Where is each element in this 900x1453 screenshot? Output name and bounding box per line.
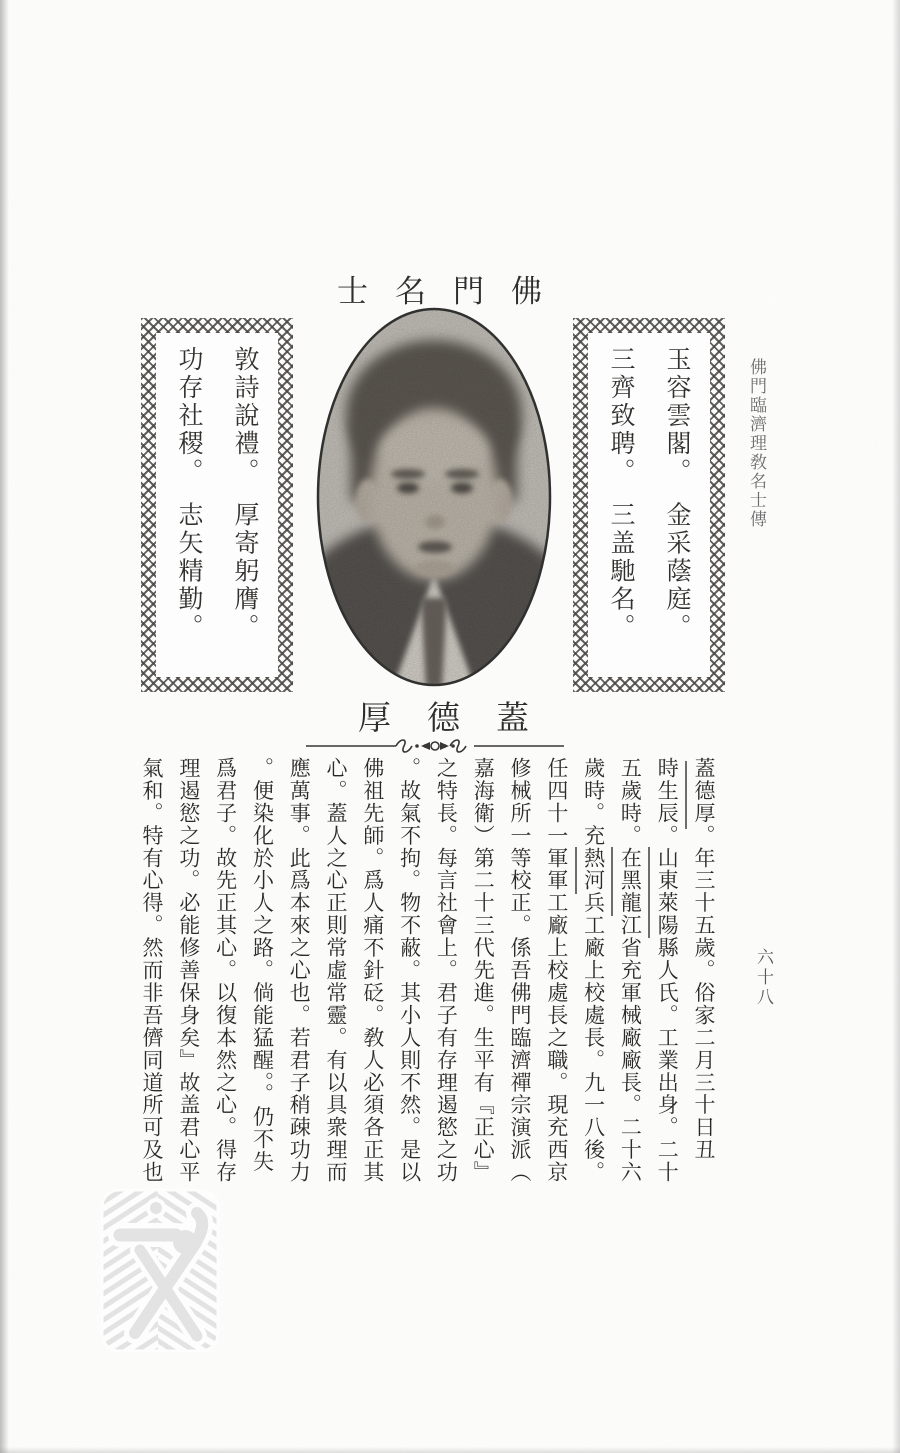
couplet-line: 敦詩說禮。 厚寄躬膺。 xyxy=(231,346,260,642)
text-column: 五歲時。在黑龍江省充軍械廠廠長。二十六 xyxy=(618,757,643,1184)
proper-noun-mark xyxy=(685,761,687,829)
text-column: 蓋德厚。年三十五歲。俗家二月三十日丑 xyxy=(692,757,716,1162)
text-column: 。便染化於小人之路。倘能猛醒。。仍不失 xyxy=(250,757,275,1174)
scan-edge-right xyxy=(892,0,900,1453)
text-column: 之特長。每言社會上。君子有存理遏慾之功 xyxy=(434,757,459,1184)
text-column: 爲君子。故先正其心。以復本然之心。得存 xyxy=(213,757,238,1184)
text-column: 任四十一軍軍工廠上校處長之職。現充西京 xyxy=(544,757,569,1184)
text-column: 理遏慾之功。必能修善保身矣』故盖君心平 xyxy=(176,757,201,1184)
text-column: 應萬事。此爲本來之心也。若君子稍疎功力 xyxy=(287,757,312,1184)
library-watermark xyxy=(100,1188,220,1357)
text-column: 氣和。特有心得。然而非吾儕同道所可及也 xyxy=(140,757,165,1184)
couplet-line: 功存社稷。 志矢精勤。 xyxy=(175,346,204,642)
portrait-photo-image xyxy=(315,306,553,688)
page-title: 士名門佛 xyxy=(337,274,569,310)
portrait-caption: 厚德蓋 xyxy=(358,698,565,737)
couplet-line: 玉容雲閣。 金采蔭庭。 xyxy=(663,346,692,642)
text-column: 時生辰。山東萊陽縣人氏。工業出身。二十 xyxy=(655,757,680,1184)
library-watermark-icon xyxy=(100,1188,220,1353)
text-column: 佛祖先師。爲人痛不針砭。敎人必須各正其 xyxy=(360,757,385,1184)
text-column: 歲時。充熱河兵工廠上校處長。九一八後。 xyxy=(581,757,606,1184)
proper-noun-mark xyxy=(575,847,577,894)
page-number: 六十八 xyxy=(753,948,773,1008)
portrait-photo xyxy=(315,306,553,688)
text-column: 嘉海衛）第二十三代先進。生平有『正心』 xyxy=(471,757,496,1184)
proper-noun-mark xyxy=(648,847,650,938)
biography-text-block xyxy=(133,757,722,1193)
text-column: 修械所一等校正。係吾佛門臨濟禪宗演派（ xyxy=(508,757,533,1184)
divider-ornament-icon xyxy=(306,736,564,756)
couplet-line: 三齊致聘。 三盖馳名。 xyxy=(607,346,636,642)
scan-edge-bottom xyxy=(0,1447,900,1453)
margin-series-title: 佛門臨濟理敎名士傳 xyxy=(746,358,766,529)
proper-noun-mark xyxy=(611,847,613,916)
left-couplet-text xyxy=(156,333,278,677)
scan-edge-left xyxy=(0,0,9,1453)
text-column: 。故氣不拘。物不蔽。其小人則不然。是以 xyxy=(397,757,422,1184)
right-couplet-panel xyxy=(573,318,725,692)
right-couplet-text xyxy=(588,333,710,677)
left-couplet-panel xyxy=(141,318,293,692)
text-column: 心。蓋人之心正則常虛常靈。有以具衆理而 xyxy=(324,757,349,1184)
